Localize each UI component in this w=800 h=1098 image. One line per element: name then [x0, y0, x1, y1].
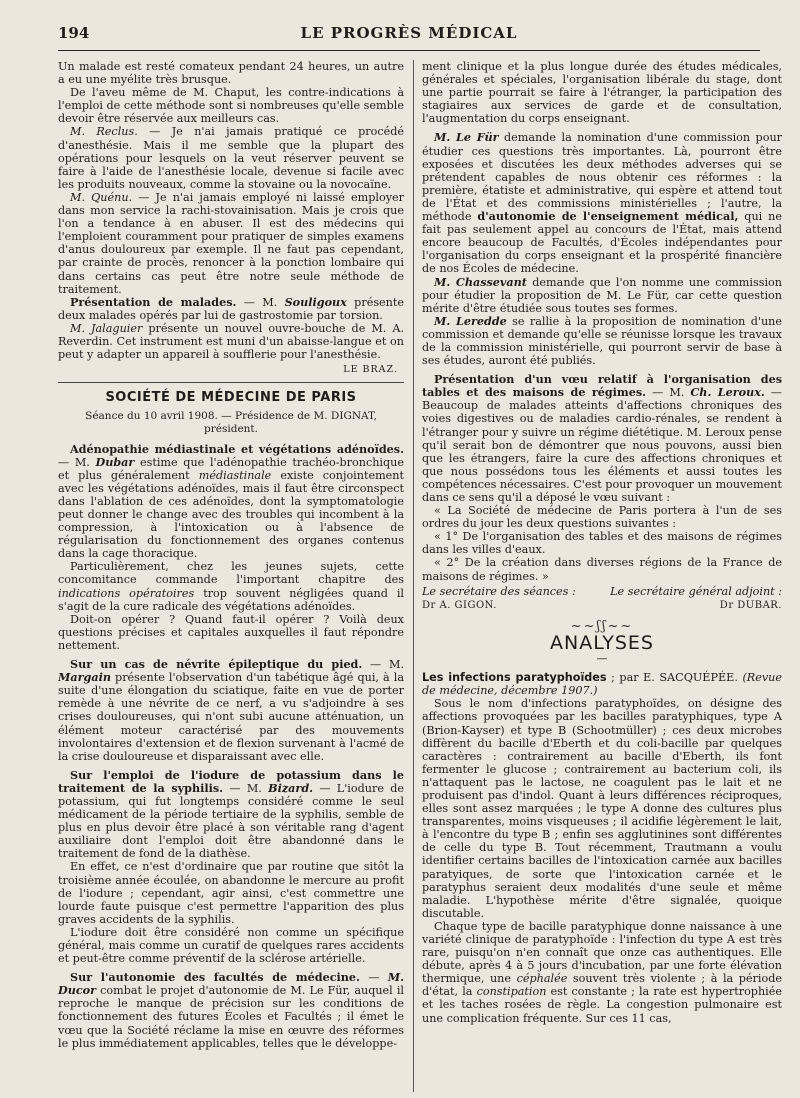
paragraph: Chaque type de bacille paratyphique donne naissance à une variété clinique de paratyphoïde : l'infection du type A est très rare, puisqu'on n'en connaît que onze cas authentiques. Elle débute, après 4 à 5 jours d'incubation, par une forte élévation thermique, une céphalée souvent très violente ; à la période d'état, la constipation est constante ; la rate est hypertrophiée et les taches rosées de règle. La congestion pulmonaire est une complication fréquente. Sur ces 11 cas,: [422, 919, 782, 1025]
speaker-name: M. Chassevant: [434, 274, 527, 289]
paragraph: En effet, ce n'est d'ordinaire que par routine que sitôt la troisième année écoulée, on abandonne le mercure au profit de l'iodure ; cependant, agir ainsi, c'est commettre une lourde faute puisque c'est permettre l'apparition des plus graves accidents de la syphilis.: [58, 860, 404, 926]
speaker-name: M. Ducor: [58, 970, 404, 998]
section-rule: [58, 382, 404, 383]
item-title: Présentation de malades.: [70, 294, 237, 309]
paragraph: « La Société de médecine de Paris portera à l'un de ses ordres du jour les deux questions suivantes :: [422, 504, 782, 531]
paragraph: Sous le nom d'infections paratyphoïdes, on désigne des affections provoquées par les bacilles paratyphiques, type A (Brion-Kayser) et type B (Schootmüller) ; ces deux microbes diffèrent du bacille d'Eberth et du coli-bacille par quelques caractères : contrairement au bacille d'Eberth, ils font fermenter le glucose ; contrairement au bacterium coli, ils n'attaquent pas le lactose, ne coagulent pas le lait et ne produisent pas d'indol. Quant à leurs différences réciproques, elles sont assez marquées ; le type A donne des cultures plus transparentes, moins visqueuses ; il acidifie légèrement le lait, à l'encontre du type B ; enfin ses agglutinines sont différentes de celle du type B. Tout récemment, Trautmann a voulu identifier certains bacilles de l'intoxication carnée aux bacilles paratyiques, de sorte que l'intoxication carnée et le paratyphus seraient deux modalités d'une seule et même maladie. L'hypothèse mérite d'être signalée, quoique discutable.: [422, 697, 782, 920]
paragraph: M. Leredde se rallie à la proposition de nomination d'une commission et demande qu'elle se réunisse lorsque les travaux de la commission ministérielle, qui pourront servir de base à ses études, auront été publiés.: [422, 313, 782, 368]
seance-line: Séance du 10 avril 1908. — Présidence de M. DIGNAT, président.: [85, 410, 377, 436]
paragraph: Doit-on opérer ? Quand faut-il opérer ? Voilà deux questions précises et capitales auxquelles il faut répondre nettement.: [58, 612, 404, 652]
paragraph: M. Chassevant demande que l'on nomme une commission pour étudier la proposition de M. Le Für, car cette question mérite d'être étudiée sous toutes ses formes.: [422, 274, 782, 315]
speaker-name: Souligoux: [284, 294, 347, 309]
item-title: Sur un cas de névrite épileptique du pied.: [70, 657, 363, 672]
analyses-title: ANALYSES: [549, 631, 654, 654]
section-title: SOCIÉTÉ DE MÉDECINE DE PARIS: [105, 390, 357, 406]
paragraph: Sur l'autonomie des facultés de médecine. — M. Ducor combat le projet d'autonomie de M. Le Für, auquel il reproche le manque de précision sur les conditions de fonctionnement des futures Écoles et Facultés ; il émet le vœu que la Société réclame la mise en œuvre des réformes le plus immédiatement applicables, telles que le développe-: [58, 970, 404, 1050]
page-number: 194: [58, 24, 90, 42]
paragraph: M. Jalaguier présente un nouvel ouvre-bouche de M. A. Reverdin. Cet instrument est muni d'un abaisse-langue et on peut y adapter un appareil à soufflerie pour l'anesthésie.: [58, 321, 404, 362]
paragraph: Un malade est resté comateux pendant 24 heures, un autre a eu une myélite très brusque.: [58, 60, 404, 87]
ornament-divider: ~~ʃʃ~~: [570, 618, 634, 634]
speaker-name: M. Leredde: [434, 313, 507, 328]
analysis-heading: Les infections paratyphoïdes ; par E. SACQUÉPÉE. (Revue de médecine, décembre 1907.): [422, 671, 782, 698]
paragraph: Présentation de malades. — M. Souligoux présente deux malades opérés par lui de gastrostomie par torsion.: [58, 294, 404, 322]
paragraph: « 1° De l'organisation des tables et des maisons de régimes dans les villes d'eaux.: [422, 530, 782, 557]
analysis-title: Les infections paratyphoïdes: [422, 671, 607, 685]
item-title: Adénopathie médiastinale et végétations adénoïdes.: [70, 441, 404, 456]
page-header: [58, 22, 760, 51]
signature-title-right: Le secrétaire général adjoint :: [610, 584, 782, 598]
journal-title: LE PROGRÈS MÉDICAL: [300, 24, 518, 42]
paragraph: Présentation d'un vœu relatif à l'organisation des tables et des maisons de régimes. — M. Ch. Leroux. — Beaucoup de malades atteints d'affections chroniques des voies digestives ou de maladies cardio-rénales, se rendent à l'étranger pour y suivre un régime diététique. M. Leroux pense qu'il serait bon de démontrer que nous pouvons, aussi bien que les étrangers, faire la cure des affections chroniques et que nous possédons tous les éléments et aussi toutes les compétences nécessaires. C'est pour provoquer un mouvement dans ce sens qu'il a déposé le vœu suivant :: [422, 372, 782, 504]
speaker-name: Margain: [58, 670, 111, 685]
paragraph: M. Reclus. — Je n'ai jamais pratiqué ce procédé d'anesthésie. Mais il me semble que la plupart des opérations pour lesquels on la veut réserver peuvent se faire à l'aide de l'anesthésie locale, devenue si facile avec les produits nouveaux, comme la stovaine ou la novocaïne.: [58, 125, 404, 191]
paragraph: M. Le Für demande la nomination d'une commission pour étudier ces questions très importantes. Là, pourront être exposées et discutées les deux méthodes adverses qui se prétendent capables de nous obtenir ces réformes : la première, étatiste et administrative, qui espère et attend tout de l'État et des commissions ministérielles ; l'autre, la méthode d'autonomie de l'enseignement médical, qui ne fait pas seulement appel au concours de l'État, mais attend encore beaucoup de Facultés, d'Écoles indépendantes pour l'organisation du corps enseignant et la prospérité financière de nos Écoles de médecine.: [422, 130, 782, 276]
item-title: Sur l'emploi de l'iodure de potassium dans le traitement de la syphilis.: [58, 767, 404, 795]
signature-name-right: Dr DUBAR.: [719, 599, 782, 611]
item-title: Sur l'autonomie des facultés de médecine.: [70, 970, 360, 985]
left-column: [58, 60, 404, 1096]
paragraph: L'iodure doit être considéré non comme un spécifique général, mais comme un curatif de quelques rares accidents et peut-être comme préventif de la sclérose artérielle.: [58, 925, 404, 966]
paragraph: M. Quénu. — Je n'ai jamais employé ni laissé employer dans mon service la rachi-stovainisation. Mais je crois que l'on a tendance à en abuser. Il est des médecins qui l'emploient couramment pour pratiquer de simples examens d'anus douloureux par exemple. Il ne faut pas cependant, par crainte de procès, renoncer à la ponction lombaire qui dans certains cas peut être notre seule méthode de traitement.: [58, 190, 404, 296]
paragraph: De l'aveu même de M. Chaput, les contre-indications à l'emploi de cette méthode sont si nombreuses qu'elle semble devoir être réservée aux meilleurs cas.: [58, 86, 404, 126]
speaker-name: Bizard.: [268, 780, 314, 795]
speaker-name: M. Quénu.: [70, 190, 133, 204]
paragraph: « 2° De la création dans diverses régions de la France de maisons de régimes. »: [422, 556, 782, 583]
right-column: [422, 60, 782, 1096]
paragraph: Adénopathie médiastinale et végétations adénoïdes. — M. Dubar estime que l'adénopathie trachéo-bronchique et plus généralement médiastinale existe conjointement avec les végétations adénoïdes, mais il faut être circonspect dans l'ablation de ces adénoïdes, dont la symptomatologie peut donner le change avec des troubles qui incombent à la compression, à l'intoxication ou à l'absence de régularisation du fonctionnement des organes contenus dans la cage thoracique.: [58, 441, 404, 561]
speaker-name: Dubar: [95, 454, 135, 469]
title-dash: —: [596, 652, 608, 666]
speaker-name: M. Reclus.: [70, 125, 138, 139]
analysis-source: (Revue de médecine, décembre 1907.): [422, 671, 782, 698]
signature-name-left: Dr A. GIGON.: [422, 599, 497, 611]
speaker-name: Ch. Leroux.: [690, 385, 765, 400]
paragraph: ment clinique et la plus longue durée des études médicales, générales et spéciales, l'organisation libérale du stage, dont une partie pourrait se faire à l'étranger, la participation des stagiaires aux services de garde et de consultation, l'augmentation du corps enseignant.: [422, 60, 782, 126]
item-title: Présentation d'un vœu relatif à l'organisation des tables et des maisons de régimes.: [422, 372, 782, 400]
speaker-name: M. Le Für: [434, 130, 499, 145]
paragraph: Sur l'emploi de l'iodure de potassium dans le traitement de la syphilis. — M. Bizard. — L'iodure de potassium, qui fut longtemps considéré comme le seul médicament de la période tertiaire de la syphilis, semble de plus en plus devoir être placé à son véritable rang d'agent auxiliaire dont l'emploi doit être abandonné dans le traitement de fond de la diathèse.: [58, 767, 404, 861]
column-divider: [413, 60, 414, 1092]
signature-title-left: Le secrétaire des séances :: [422, 584, 576, 598]
speaker-name: M. Jalaguier: [70, 321, 143, 335]
signature: LE BRAZ.: [343, 364, 398, 376]
paragraph: Particulièrement, chez les jeunes sujets, cette concomitance commande l'important chapitre des indications opératoires trop souvent négligées quand il s'agit de la cure radicale des végétations adénoïdes.: [58, 560, 404, 613]
signature-names: [422, 599, 782, 612]
signature-titles: [422, 585, 782, 598]
paragraph: Sur un cas de névrite épileptique du pied. — M. Margain présente l'observation d'un tabétique âgé qui, à la suite d'une élongation du sciatique, faite en vue de porter remède à une névrite de ce nerf, a vu s'adjoindre à ses crises douloureuses, qui n'ont subi aucune atténuation, un élément moteur caractérisé par des mouvements involontaires d'extension et de flexion survenant à l'acmé de la crise douloureuse et disparaissant avec elle.: [58, 657, 404, 763]
